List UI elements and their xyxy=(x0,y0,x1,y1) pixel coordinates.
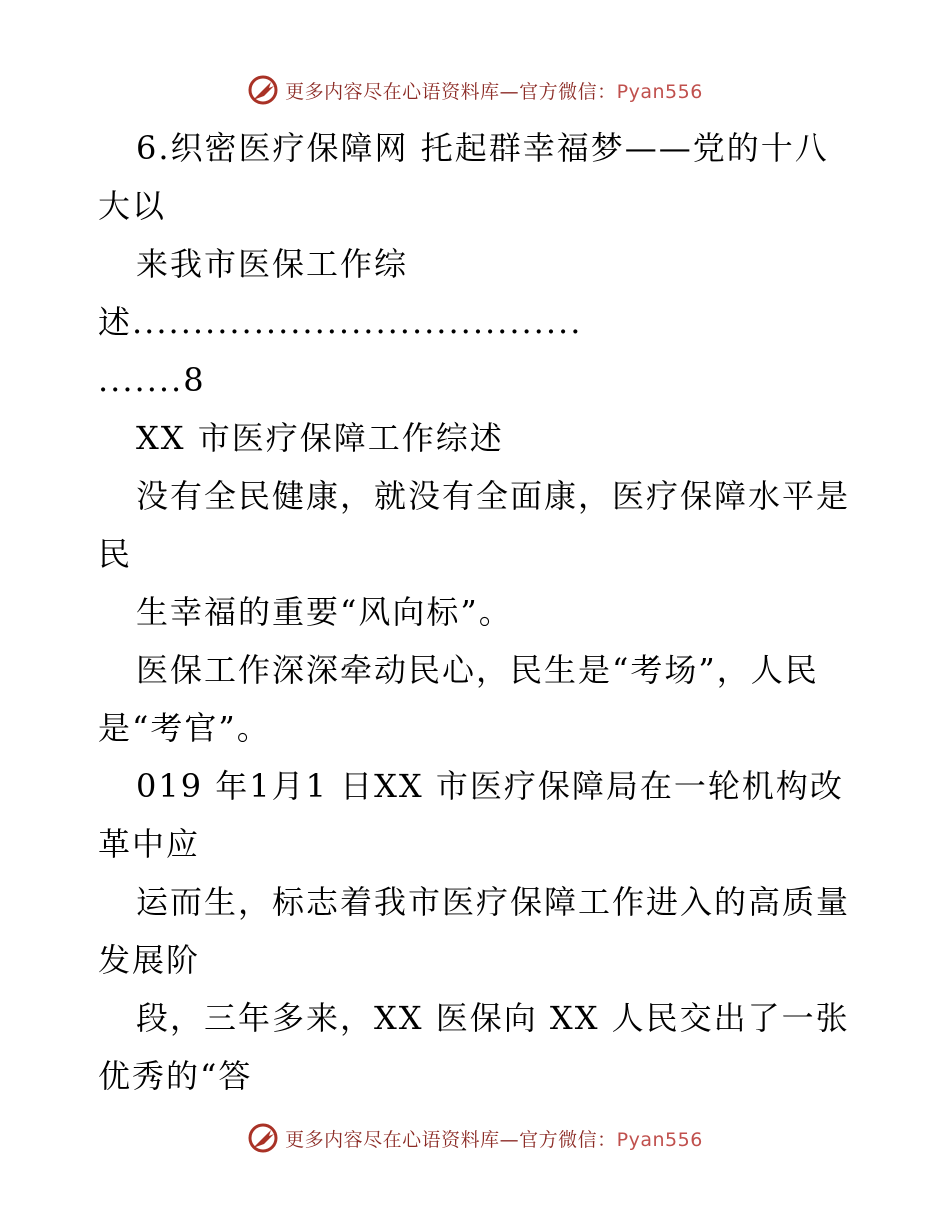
text-line: 生幸福的重要“风向标”。 xyxy=(136,593,513,631)
text-line: 大以 xyxy=(98,187,167,225)
text-line: 来我市医保工作综 xyxy=(136,245,409,283)
text-line: 运而生，标志着我市医疗保障工作进入的高质量 xyxy=(136,883,851,921)
text-line: 段，三年多来，XX 医保向 XX 人民交出了一张 xyxy=(136,999,850,1037)
footer-watermark-text: 更多内容尽在心语资料库—官方微信：Pyan556 xyxy=(285,1128,703,1151)
text-line: 民 xyxy=(98,535,133,573)
section-heading: XX 市医疗保障工作综述 xyxy=(136,419,504,457)
header-watermark-text: 更多内容尽在心语资料库—官方微信：Pyan556 xyxy=(285,80,703,103)
header-wechat-handle: Pyan556 xyxy=(616,80,703,103)
text-line: 优秀的“答 xyxy=(98,1057,253,1095)
text-line: 发展阶 xyxy=(98,941,201,979)
feather-logo-icon xyxy=(247,1122,279,1154)
text-line: 是“考官”。 xyxy=(98,709,271,747)
text-line: 医保工作深深牵动民心，民生是“考场”，人民 xyxy=(136,651,819,689)
footer-watermark-banner xyxy=(0,1118,950,1158)
text-line: 没有全民健康，就没有全面康，医疗保障水平是 xyxy=(136,477,851,515)
text-line: 019 年1月1 日XX 市医疗保障局在一轮机构改 xyxy=(136,767,844,805)
text-line: 述..................................... xyxy=(98,303,583,341)
text-line: 革中应 xyxy=(98,825,201,863)
text-line: .......8 xyxy=(98,361,206,399)
text-line: 6.织密医疗保障网 托起群幸福梦——党的十八 xyxy=(136,129,829,167)
footer-wechat-handle: Pyan556 xyxy=(616,1128,703,1151)
